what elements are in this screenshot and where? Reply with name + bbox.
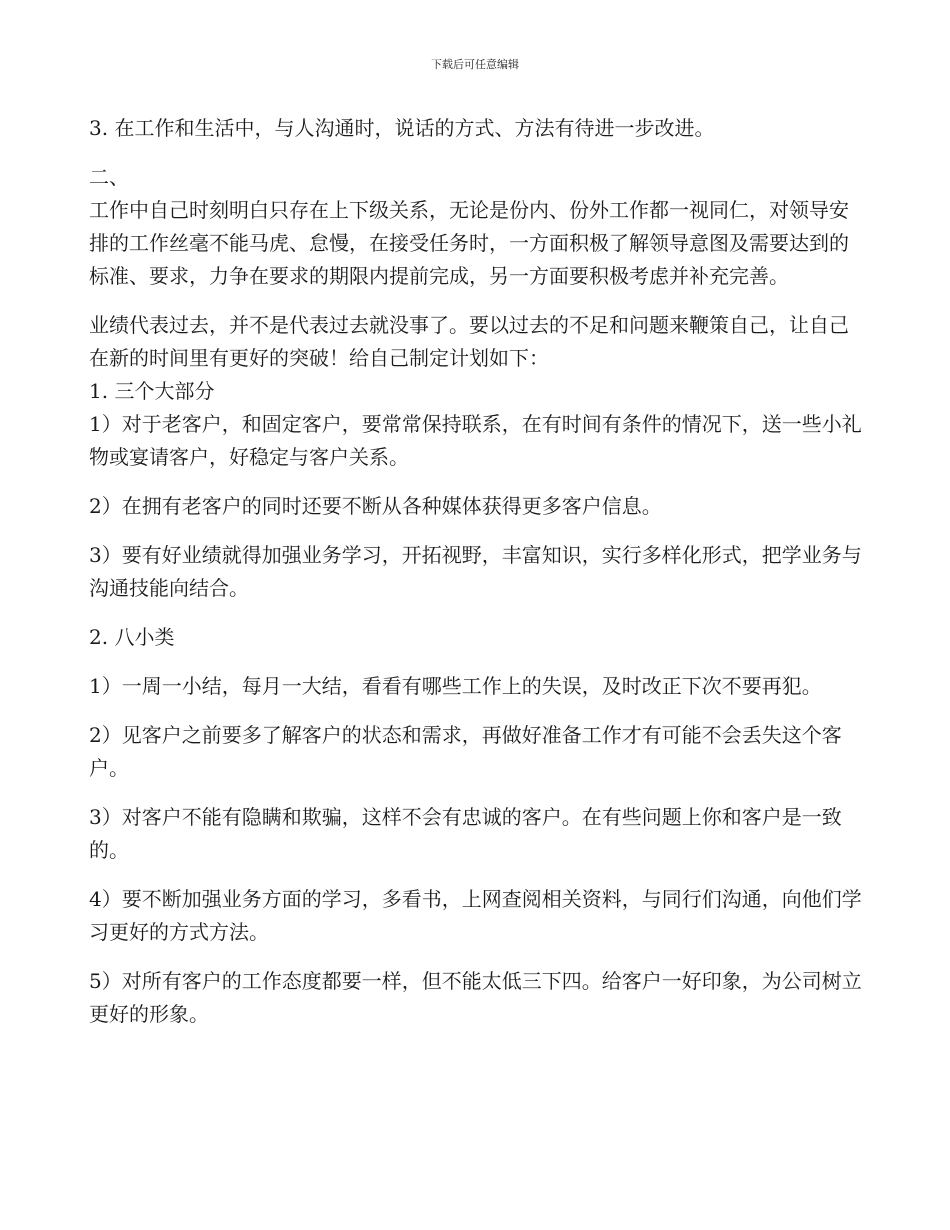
paragraph: 业绩代表过去，并不是代表过去就没事了。要以过去的不足和问题来鞭策自己，让自己在新的时间里有更好的突破！给自己制定计划如下： [89, 313, 849, 370]
paragraph: 工作中自己时刻明白只存在上下级关系，无论是份内、份外工作都一视同仁，对领导安排的工作丝毫不能马虎、怠慢，在接受任务时，一方面积极了解领导意图及需要达到的标准、要求，力争在要求的期限内提前完成，另一方面要积极考虑并补充完善。 [89, 198, 849, 288]
list-item: 5）对所有客户的工作态度都要一样，但不能太低三下四。给客户一好印象，为公司树立更好的形象。 [89, 969, 862, 1026]
paragraph: 3. 在工作和生活中，与人沟通时，说话的方式、方法有待进一步改进。 [89, 116, 715, 140]
list-item: 3）对客户不能有隐瞒和欺骗，这样不会有忠诚的客户。在有些问题上你和客户是一致的。 [89, 805, 842, 862]
list-item: 1）一周一小结，每月一大结，看看有哪些工作上的失误，及时改正下次不要再犯。 [89, 674, 822, 698]
list-item: 2）见客户之前要多了解客户的状态和需求，再做好准备工作才有可能不会丢失这个客户。 [89, 723, 842, 780]
page-header: 下载后可任意编辑 [431, 58, 519, 71]
list-item: 1）对于老客户，和固定客户，要常常保持联系，在有时间有条件的情况下，送一些小礼物或宴请客户，好稳定与客户关系。 [89, 412, 862, 469]
section-heading: 二、 [89, 165, 129, 189]
list-item: 3）要有好业绩就得加强业务学习，开拓视野，丰富知识，实行多样化形式，把学业务与沟通技能向结合。 [89, 543, 862, 600]
list-item: 4）要不断加强业务方面的学习，多看书，上网查阅相关资料，与同行们沟通，向他们学习更好的方式方法。 [89, 887, 862, 944]
document-body [89, 112, 864, 1031]
list-heading: 2. 八小类 [89, 625, 175, 649]
list-heading: 1. 三个大部分 [89, 379, 215, 403]
list-item: 2）在拥有老客户的同时还要不断从各种媒体获得更多客户信息。 [89, 494, 662, 518]
